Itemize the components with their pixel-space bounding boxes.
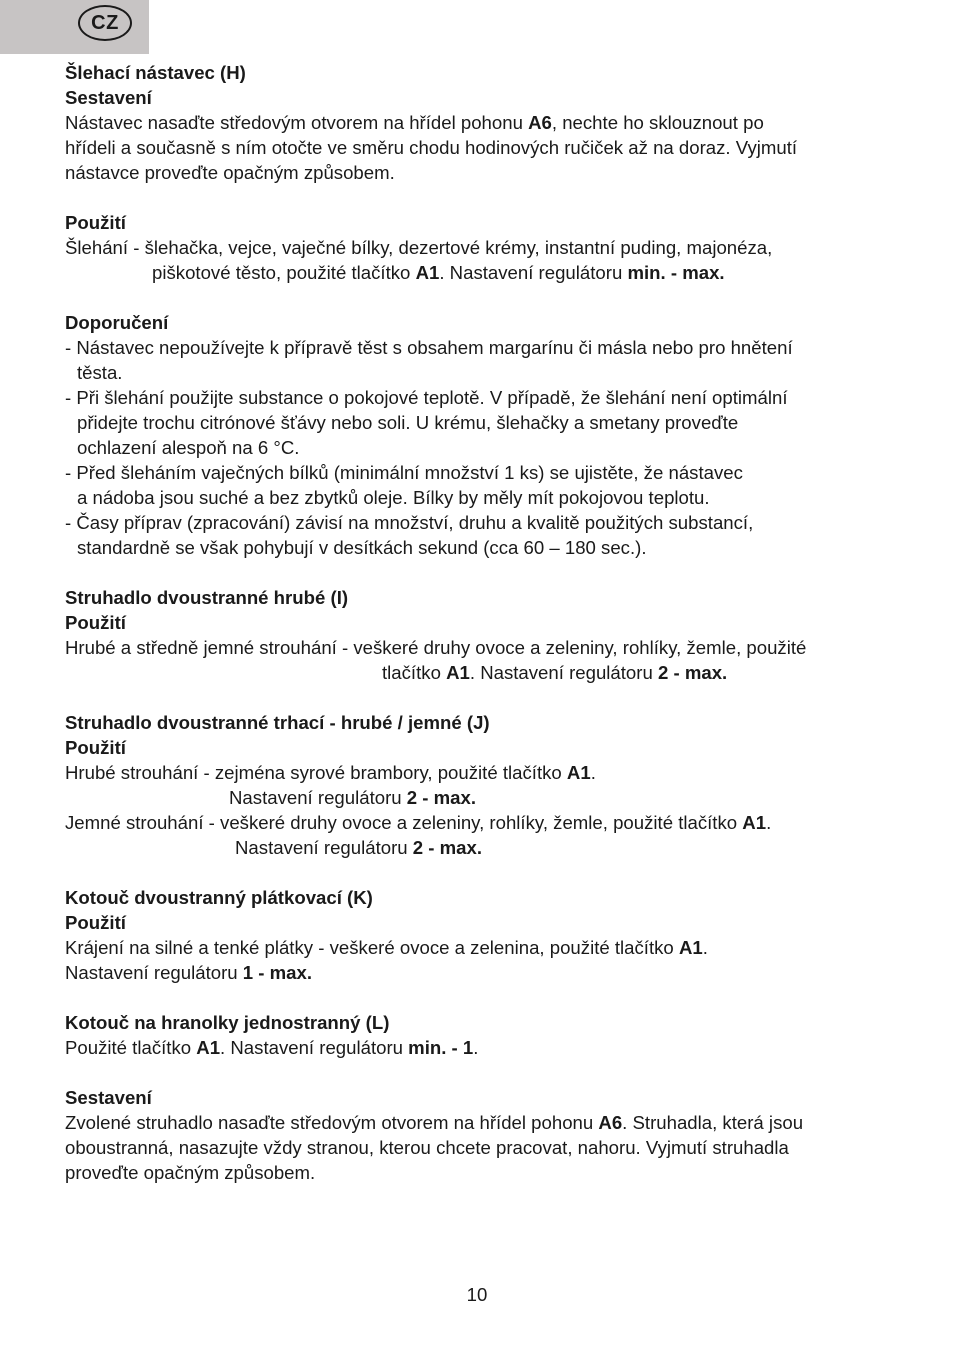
list-item: - Nástavec nepoužívejte k přípravě těst s obsahem margarínu či másla nebo pro hnětení [65, 337, 793, 358]
subheading-usage: Použití [65, 612, 126, 633]
list-item-continuation: těsta. [77, 362, 123, 383]
paragraph-line: Hrubé strouhání - zejména syrové brambory, použité tlačítko A1. [65, 762, 596, 783]
paragraph-line: nástavce proveďte opačným způsobem. [65, 162, 395, 183]
list-item-continuation: a nádoba jsou suché a bez zbytků oleje. Bílky by měly mít pokojovou teplotu. [77, 487, 710, 508]
paragraph-line: Použité tlačítko A1. Nastavení regulátoru min. - 1. [65, 1037, 479, 1058]
paragraph-line: Krájení na silné a tenké plátky - veškeré ovoce a zelenina, použité tlačítko A1. [65, 937, 708, 958]
paragraph-line: Zvolené struhadlo nasaďte středovým otvorem na hřídel pohonu A6. Struhadla, která jsou [65, 1112, 804, 1133]
paragraph-line: Nástavec nasaďte středovým otvorem na hřídel pohonu A6, nechte ho sklouznout po [65, 112, 764, 133]
paragraph-line: Nastavení regulátoru 2 - max. [229, 787, 477, 808]
subheading-recommendations: Doporučení [65, 312, 169, 333]
paragraph-line: Šlehání - šlehačka, vejce, vaječné bílky, dezertové krémy, instantní puding, majonéza, [65, 237, 773, 258]
subheading-assembly: Sestavení [65, 87, 152, 108]
paragraph-line: Nastavení regulátoru 1 - max. [65, 962, 313, 983]
subheading-usage: Použití [65, 212, 126, 233]
paragraph-line: tlačítko A1. Nastavení regulátoru 2 - max. [382, 662, 728, 683]
paragraph-line: Nastavení regulátoru 2 - max. [235, 837, 483, 858]
manual-content [65, 60, 925, 1185]
list-item-continuation: standardně se však pohybují v desítkách sekund (cca 60 – 180 sec.). [77, 537, 647, 558]
paragraph-line: proveďte opačným způsobem. [65, 1162, 316, 1183]
paragraph-line: piškotové těsto, použité tlačítko A1. Nastavení regulátoru min. - max. [152, 262, 725, 283]
list-item-continuation: přidejte trochu citrónové šťávy nebo soli. U krému, šlehačky a smetany proveďte [77, 412, 739, 433]
paragraph-line: hřídeli a současně s ním otočte ve směru chodu hodinových ručiček až na doraz. Vyjmutí [65, 137, 798, 158]
list-item: - Při šlehání použijte substance o pokojové teplotě. V případě, že šlehání není optimální [65, 387, 788, 408]
paragraph-line: Jemné strouhání - veškeré druhy ovoce a zeleniny, rohlíky, žemle, použité tlačítko A1. [65, 812, 772, 833]
section-title-whisk: Šlehací nástavec (H) [65, 62, 246, 83]
subheading-usage: Použití [65, 737, 126, 758]
paragraph-line: Hrubé a středně jemné strouhání - veškeré druhy ovoce a zeleniny, rohlíky, žemle, použité [65, 637, 807, 658]
list-item: - Před šleháním vaječných bílků (minimální množství 1 ks) se ujistěte, že nástavec [65, 462, 743, 483]
section-title-fries-disc: Kotouč na hranolky jednostranný (L) [65, 1012, 390, 1033]
language-tab [0, 0, 149, 54]
subheading-assembly: Sestavení [65, 1087, 152, 1108]
list-item-continuation: ochlazení alespoň na 6 °C. [77, 437, 300, 458]
section-title-slicing-disc: Kotouč dvoustranný plátkovací (K) [65, 887, 373, 908]
page-number: 10 [466, 1284, 488, 1305]
section-title-coarse-grater: Struhadlo dvoustranné hrubé (I) [65, 587, 349, 608]
paragraph-line: oboustranná, nasazujte vždy stranou, kterou chcete pracovat, nahoru. Vyjmutí struhadla [65, 1137, 789, 1158]
language-badge: CZ [78, 5, 132, 41]
list-item: - Časy příprav (zpracování) závisí na množství, druhu a kvalitě použitých substancí, [65, 512, 754, 533]
subheading-usage: Použití [65, 912, 126, 933]
section-title-shredder: Struhadlo dvoustranné trhací - hrubé / jemné (J) [65, 712, 490, 733]
